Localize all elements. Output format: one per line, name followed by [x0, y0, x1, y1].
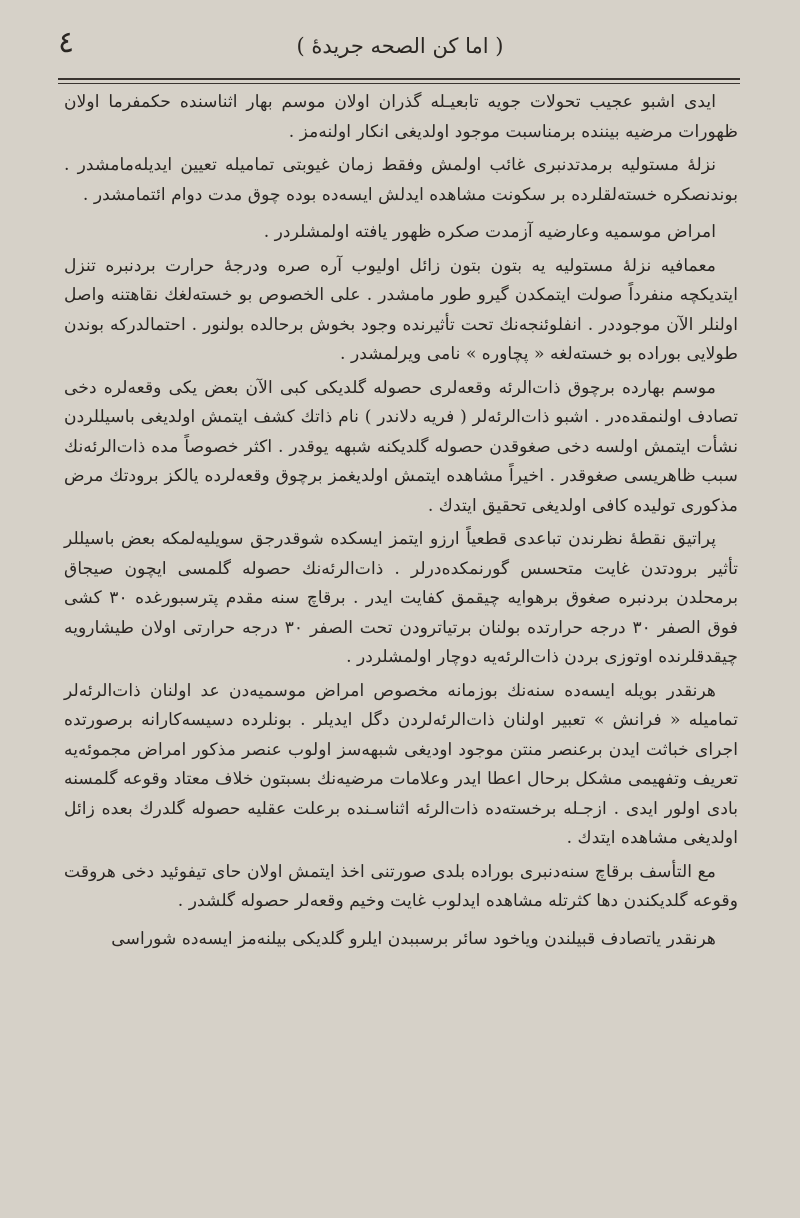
paragraph-3: امراض موسميه وعارضيه آزمدت صكره ظهور يافته اولمشلردر .	[263, 222, 716, 242]
header-rule-thin	[58, 83, 740, 84]
header-rule	[58, 78, 740, 80]
paragraph-8: مع التأسف برقاچ سنه‌دنبرى بوراده بلدى صورتنى اخذ ايتمش اولان حاى تيفوئيد دخى هروقت وقوعه گلديكندن دها كثرتله مشاهده ايدلوب غايت وخيم وقعه‌لر حصوله گلشدر .	[64, 861, 738, 911]
paragraph-5: موسم بهارده برچوق ذات‌الرئه وقعه‌لرى حصوله گلديكى كبى الآن بعض يكى وقعه‌لره دخى تصادف اولنمقده‌در . اشبو ذات‌الرئه‌لر ( فريه دلاندر ) نام ذاتك كشف ايتمش اولديغى باسيللردن نشأت ايتمش اولسه دخى صغوقدن حصوله گلديكنه شبهه يوقدر . اكثر خصوصاً مده ذات‌الرئه‌نك سبب ظاهريسى صغوقدر . اخيراً مشاهده ايتمش اولديغمز برچوق وقعه‌لرده يالكز برودتك مرض مذكورى توليده كافى اولديغى تحقيق ايتدك .	[64, 377, 738, 516]
paragraph-2: نزله‌ٔ مستوليه برمدتدنبرى غائب اولمش وفقط زمان غيوبتى تماميله تعيين ايديله‌مامشدر . بوندنصكره خسته‌لقلرده بر سكونت مشاهده ايدلش ايسه‌ده بوده چوق مدت دوام ائتمامشدر .	[64, 155, 738, 205]
paragraph-6: پراتيق نقطهٔ نظرندن تباعدى قطعياً ارزو ايتمز ايسكده شوقدرجق سويليه‌لمكه بعض باسيللر تأثير برودتدن غايت متحسس گورنمكده‌درلر . ذات‌الرئه‌نك حصوله گلمسى ايچون صيجاق برمحلدن بردنبره صغوق برهوايه چيقمق كفايت ايدر . برقاچ سنه مقدم پترسبورغده ٣٠ كشى فوق الصفر ٣٠ درجه حرارتده بولنان برتياترودن تحت الصفر ٣٠ درجه حرارتى اولان طيشارويه چيقدقلرنده اوتوزى بردن ذات‌الرئه‌يه دوچار اولمشلردر .	[64, 529, 738, 667]
paragraph-9: هرنقدر ياتصادف قبيلندن وياخود سائر برسببدن ايلرو گلديكى بيلنه‌مز ايسه‌ده شوراسى	[111, 928, 716, 949]
article-body	[64, 88, 738, 1138]
page-number: ٤	[58, 25, 75, 60]
paragraph-1: ايدى اشبو عجيب تحولات جويه تابعيـله گذران اولان موسم بهار اثناسنده حكمفرما اولان ظهورات مرضيه بيننده برمناسبت موجود اولديغى انكار اولنه‌مز .	[64, 92, 738, 142]
page-header	[58, 25, 742, 74]
paragraph-7: هرنقدر بويله ايسه‌ده سنه‌نك بوزمانه مخصوص امراض موسميه‌دن عد اولنان ذات‌الرئه‌لر تماميله « فرانش » تعبير اولنان ذات‌الرئه‌لردن دگل ايديلر . بونلرده دسيسه‌كارانه برصورتده اجراى خباثت ايدن برعنصر منتن موجود اوديغى شبهه‌سز اولوب عنصر مذكور امراض مجموئه‌يه تعريف وتفهيمى مشكل برحال اعطا ايدر وعلامات مرضيه‌نك بسبتون خلاف معتاد وقوعه گلمسنه بادى اولور ايدى . ازجـله برخسته‌ده ذات‌الرئه اثناسـنده برعلت عقليه حصوله گلدرك بعده زائل اولديغى مشاهده ايتدك .	[64, 680, 738, 848]
running-title: ( اما كن الصحه جريدهٔ )	[296, 34, 504, 58]
paragraph-4: معمافيه نزله‌ٔ مستوليه يه بتون بتون زائل اوليوب آره صره ودرجهٔ حرارت بردنبره تنزل ايتديكچه منفرداً صولت ايتمكدن گيرو طور مامشدر . على الخصوص بو خسته‌لغك نقاهتنه واصل اولنلر الآن موجوددر . انفلوئنجه‌نك تحت تأثيرنده وجود بخوش برحالده بولنور . احتمالدركه بوندن طولايى بوراده بو خسته‌لغه « پچاوره » نامى ويرلمشدر .	[64, 255, 738, 364]
